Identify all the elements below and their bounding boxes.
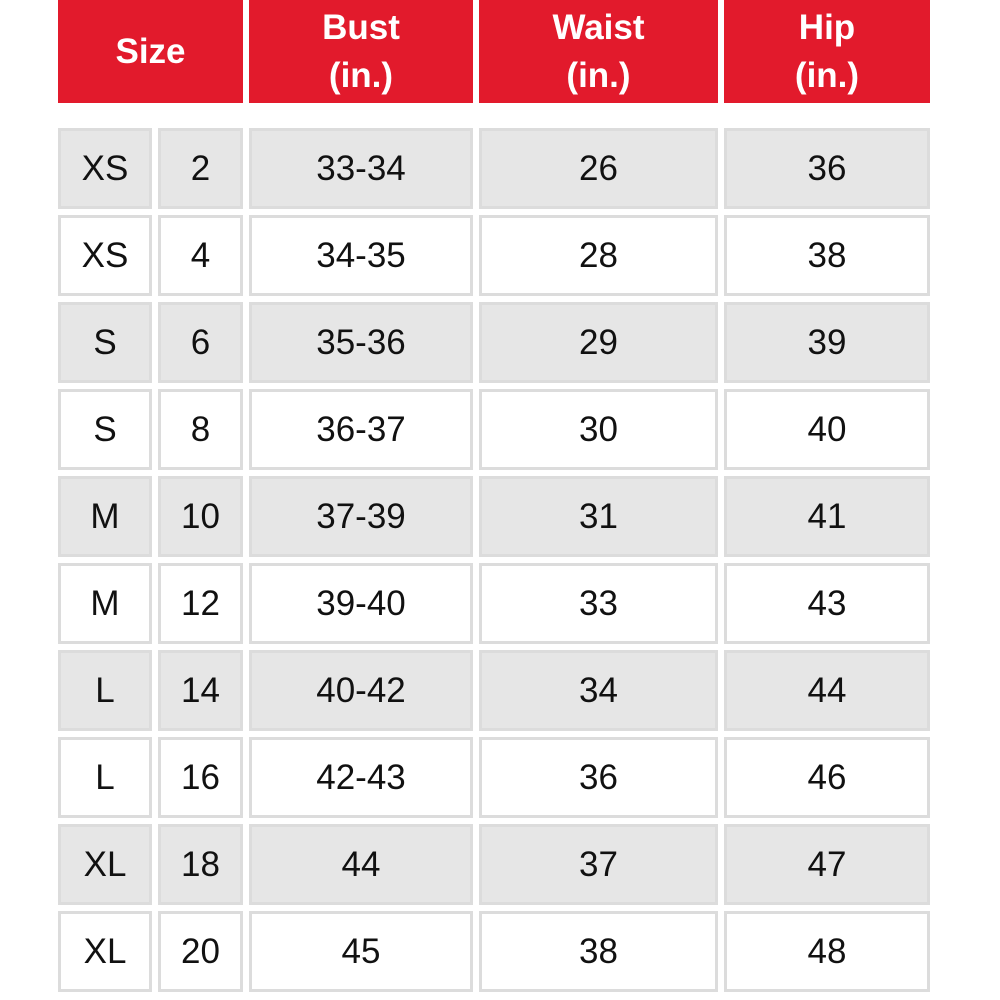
cell-waist: 38 [479,911,718,992]
cell-hip: 38 [724,215,930,296]
cell-bust: 37-39 [249,476,473,557]
cell-size-number: 14 [158,650,243,731]
cell-size-number: 12 [158,563,243,644]
header-bust-unit: (in.) [328,55,394,95]
cell-size-number: 2 [158,128,243,209]
cell-size-letter: L [58,650,152,731]
header-size-label: Size [115,31,186,71]
cell-hip: 41 [724,476,930,557]
header-hip [724,0,930,103]
cell-waist: 26 [479,128,718,209]
cell-bust: 35-36 [249,302,473,383]
cell-waist: 37 [479,824,718,905]
cell-size-letter: S [58,389,152,470]
cell-size-number: 8 [158,389,243,470]
cell-waist: 31 [479,476,718,557]
table-row [0,824,1000,905]
cell-size-letter: XL [58,911,152,992]
cell-bust: 40-42 [249,650,473,731]
table-row [0,476,1000,557]
cell-waist: 30 [479,389,718,470]
cell-size-letter: M [58,476,152,557]
cell-hip: 44 [724,650,930,731]
cell-waist: 28 [479,215,718,296]
cell-waist: 36 [479,737,718,818]
table-row [0,737,1000,818]
cell-waist: 29 [479,302,718,383]
cell-hip: 43 [724,563,930,644]
cell-waist: 34 [479,650,718,731]
header-size [58,0,243,103]
cell-size-letter: S [58,302,152,383]
header-hip-label: Hip [798,7,856,47]
cell-bust: 39-40 [249,563,473,644]
header-waist-unit: (in.) [566,55,631,95]
cell-size-letter: M [58,563,152,644]
header-bust-label: Bust [322,7,400,47]
cell-size-letter: XS [58,215,152,296]
cell-hip: 48 [724,911,930,992]
cell-size-letter: XL [58,824,152,905]
cell-bust: 36-37 [249,389,473,470]
table-row [0,650,1000,731]
header-bust [249,0,473,103]
cell-size-letter: XS [58,128,152,209]
table-row [0,302,1000,383]
cell-bust: 45 [249,911,473,992]
cell-bust: 33-34 [249,128,473,209]
cell-hip: 39 [724,302,930,383]
cell-hip: 47 [724,824,930,905]
table-row [0,215,1000,296]
header-waist-label: Waist [552,7,645,47]
cell-size-letter: L [58,737,152,818]
table-row [0,563,1000,644]
header-waist [479,0,718,103]
cell-hip: 40 [724,389,930,470]
cell-bust: 44 [249,824,473,905]
cell-bust: 34-35 [249,215,473,296]
cell-size-number: 6 [158,302,243,383]
cell-size-number: 18 [158,824,243,905]
cell-size-number: 20 [158,911,243,992]
cell-size-number: 4 [158,215,243,296]
cell-size-number: 10 [158,476,243,557]
cell-hip: 46 [724,737,930,818]
table-row [0,128,1000,209]
header-hip-unit: (in.) [794,55,860,95]
cell-size-number: 16 [158,737,243,818]
table-row [0,389,1000,470]
table-row [0,911,1000,992]
cell-hip: 36 [724,128,930,209]
cell-bust: 42-43 [249,737,473,818]
cell-waist: 33 [479,563,718,644]
